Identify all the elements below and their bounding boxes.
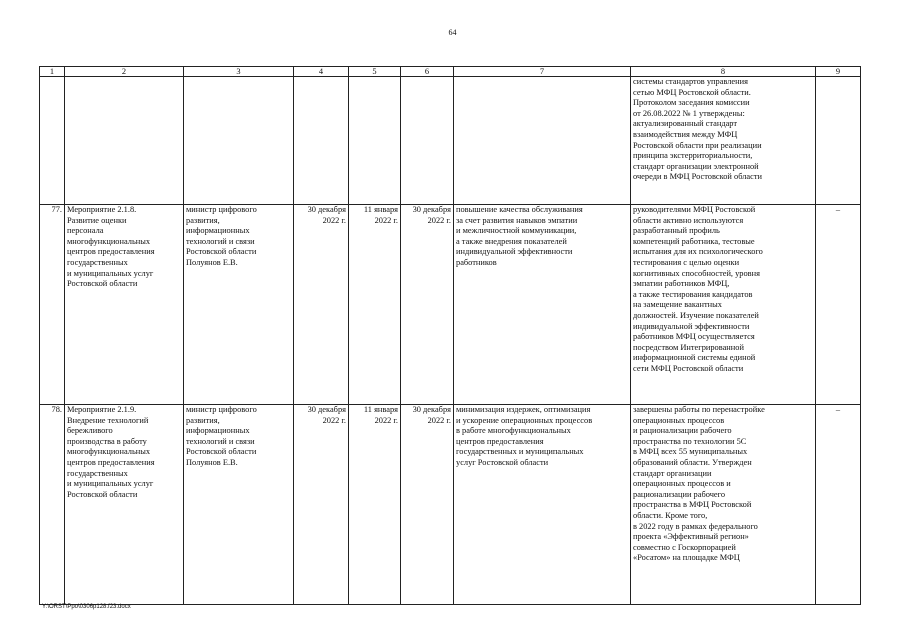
activity-line: и муниципальных услуг: [67, 268, 154, 278]
actual-date-line: 30 декабря: [412, 405, 451, 414]
result-line: Ростовской области при реализации: [633, 140, 762, 150]
activity-line: государственных: [67, 257, 128, 267]
expected-line: индивидуальной эффективности: [456, 247, 573, 257]
responsible-line: Полуянов Е.В.: [186, 257, 238, 267]
header-col-4: 4: [294, 67, 349, 77]
expected-line: услуг Ростовской области: [456, 457, 549, 467]
result-line: операционных процессов и: [633, 479, 731, 489]
cell-start-date: [294, 405, 349, 605]
result-line: очереди в МФЦ Ростовской области: [633, 172, 762, 182]
result-line: тестирования с целью оценки: [633, 257, 740, 267]
header-col-1: 1: [40, 67, 65, 77]
result-line: пространства в МФЦ Ростовской: [633, 500, 752, 510]
result-line: эмпатии работников МФЦ,: [633, 279, 730, 289]
responsible-line: технологий и связи: [186, 436, 255, 446]
result-line: проекта «Эффективный регион»: [633, 532, 749, 542]
result-line: в 2022 году в рамках федерального: [633, 521, 758, 531]
activity-line: производства в работу: [67, 436, 147, 446]
result-line: информационной системы единой: [633, 353, 756, 363]
activity-line: центров предоставления: [67, 247, 155, 257]
responsible-line: информационных: [186, 426, 250, 436]
responsible-line: Полуянов Е.В.: [186, 457, 238, 467]
responsible-line: развития,: [186, 415, 220, 425]
activity-line: Ростовской области: [67, 489, 138, 499]
cell-activity: [65, 205, 184, 405]
responsible-line: информационных: [186, 226, 250, 236]
expected-line: в работе многофункциональных: [456, 426, 571, 436]
result-line: актуализированный стандарт: [633, 119, 738, 129]
header-col-3: 3: [184, 67, 294, 77]
responsible-line: министр цифрового: [186, 405, 257, 414]
file-path-footer: Y:\ORST\Ppo\0306p128.f23.docx: [42, 604, 131, 610]
start-date-line: 30 декабря: [307, 205, 346, 214]
result-line: стандарт организации: [633, 468, 712, 478]
result-line: посредством Интегрированной: [633, 342, 744, 352]
cell-number: 78.: [40, 405, 65, 605]
cell-responsible: [184, 405, 294, 605]
header-col-8: 8: [631, 67, 816, 77]
activities-table: [39, 66, 861, 605]
end-date-line: 11 января: [363, 405, 398, 414]
result-line: принципа экстерриториальности,: [633, 151, 753, 161]
responsible-line: Ростовской области: [186, 447, 257, 457]
activity-line: Внедрение технологий: [67, 415, 149, 425]
result-line: компетенций работника, тестовые: [633, 236, 755, 246]
header-col-7: 7: [454, 67, 631, 77]
activity-line: Ростовской области: [67, 279, 138, 289]
responsible-line: технологий и связи: [186, 236, 255, 246]
table-row-continuation: [40, 77, 861, 205]
responsible-line: развития,: [186, 215, 220, 225]
cell-actual-date: [401, 205, 454, 405]
result-line: разработанный профиль: [633, 226, 720, 236]
cell-start-date: [294, 205, 349, 405]
table-header-row: [40, 67, 861, 77]
cell-expected-result: [454, 405, 631, 605]
expected-line: минимизация издержек, оптимизация: [456, 405, 591, 414]
cell-responsible: [184, 205, 294, 405]
result-line: рационализации рабочего: [633, 489, 726, 499]
cell: [294, 77, 349, 205]
result-line: сети МФЦ Ростовской области: [633, 363, 744, 373]
expected-line: и межличностной коммуникации,: [456, 226, 577, 236]
actual-date-line: 30 декабря: [412, 205, 451, 214]
header-col-9: 9: [816, 67, 861, 77]
result-line: а также тестирования кандидатов: [633, 289, 753, 299]
expected-line: повышение качества обслуживания: [456, 205, 583, 214]
activity-line: многофункциональных: [67, 447, 151, 457]
cell: [401, 77, 454, 205]
header-col-6: 6: [401, 67, 454, 77]
result-line: системы стандартов управления: [633, 77, 748, 86]
activity-line: Развитие оценки: [67, 215, 127, 225]
result-line: сетью МФЦ Ростовской области.: [633, 87, 751, 97]
result-line: Протоколом заседания комиссии: [633, 98, 750, 108]
table-row: [40, 405, 861, 605]
page-number: 64: [448, 28, 457, 37]
result-line: должностей. Изучение показателей: [633, 310, 759, 320]
start-date-line: 2022 г.: [322, 215, 346, 225]
result-line: руководителями МФЦ Ростовской: [633, 205, 756, 214]
cell-end-date: [349, 205, 401, 405]
expected-line: работников: [456, 257, 497, 267]
result-line: индивидуальной эффективности: [633, 321, 750, 331]
result-line: когнитивных способностей, уровня: [633, 268, 760, 278]
cell-number: 77.: [40, 205, 65, 405]
expected-line: за счет развития навыков эмпатии: [456, 215, 578, 225]
result-line: испытания для их психологического: [633, 247, 763, 257]
activity-line: многофункциональных: [67, 236, 151, 246]
cell-result-continuation: [631, 77, 816, 205]
expected-line: и ускорение операционных процессов: [456, 415, 593, 425]
activity-line: Мероприятие 2.1.8.: [67, 205, 137, 214]
result-line: взаимодействия между МФЦ: [633, 129, 738, 139]
cell-activity: [65, 405, 184, 605]
activity-line: центров предоставления: [67, 457, 155, 467]
result-line: завершены работы по перенастройке: [633, 405, 765, 414]
end-date-line: 2022 г.: [374, 415, 398, 425]
cell-end-date: [349, 405, 401, 605]
activity-line: бережливого: [67, 426, 113, 436]
responsible-line: министр цифрового: [186, 205, 257, 214]
cell-note: –: [816, 205, 861, 405]
result-line: от 26.08.2022 № 1 утверждены:: [633, 108, 745, 118]
activity-line: государственных: [67, 468, 128, 478]
result-line: операционных процессов: [633, 415, 725, 425]
result-line: области. Кроме того,: [633, 510, 708, 520]
result-line: и рационализации рабочего: [633, 426, 732, 436]
actual-date-line: 2022 г.: [427, 415, 451, 425]
header-col-2: 2: [65, 67, 184, 77]
result-line: образований области. Утвержден: [633, 457, 752, 467]
cell-result: [631, 205, 816, 405]
result-line: совместно с Госкорпорацией: [633, 542, 736, 552]
cell-result: [631, 405, 816, 605]
expected-line: а также внедрения показателей: [456, 236, 567, 246]
cell-expected-result: [454, 205, 631, 405]
cell: [184, 77, 294, 205]
activity-line: персонала: [67, 226, 104, 236]
cell: [65, 77, 184, 205]
result-line: «Росатом» на площадке МФЦ: [633, 553, 740, 563]
end-date-line: 2022 г.: [374, 215, 398, 225]
expected-line: государственных и муниципальных: [456, 447, 584, 457]
result-line: в МФЦ всех 55 муниципальных: [633, 447, 748, 457]
responsible-line: Ростовской области: [186, 247, 257, 257]
cell: [454, 77, 631, 205]
result-line: работников МФЦ осуществляется: [633, 332, 755, 342]
expected-line: центров предоставления: [456, 436, 544, 446]
cell: [40, 77, 65, 205]
cell-actual-date: [401, 405, 454, 605]
activity-line: Мероприятие 2.1.9.: [67, 405, 137, 414]
result-line: стандарт организации электронной: [633, 161, 759, 171]
start-date-line: 2022 г.: [322, 415, 346, 425]
cell: [349, 77, 401, 205]
header-col-5: 5: [349, 67, 401, 77]
start-date-line: 30 декабря: [307, 405, 346, 414]
activity-line: и муниципальных услуг: [67, 479, 154, 489]
cell-note: –: [816, 405, 861, 605]
table-row: [40, 205, 861, 405]
end-date-line: 11 января: [363, 205, 398, 214]
result-line: области активно используются: [633, 215, 744, 225]
result-line: пространства по технологии 5С: [633, 436, 747, 446]
result-line: на замещение вакантных: [633, 300, 722, 310]
actual-date-line: 2022 г.: [427, 215, 451, 225]
cell: [816, 77, 861, 205]
